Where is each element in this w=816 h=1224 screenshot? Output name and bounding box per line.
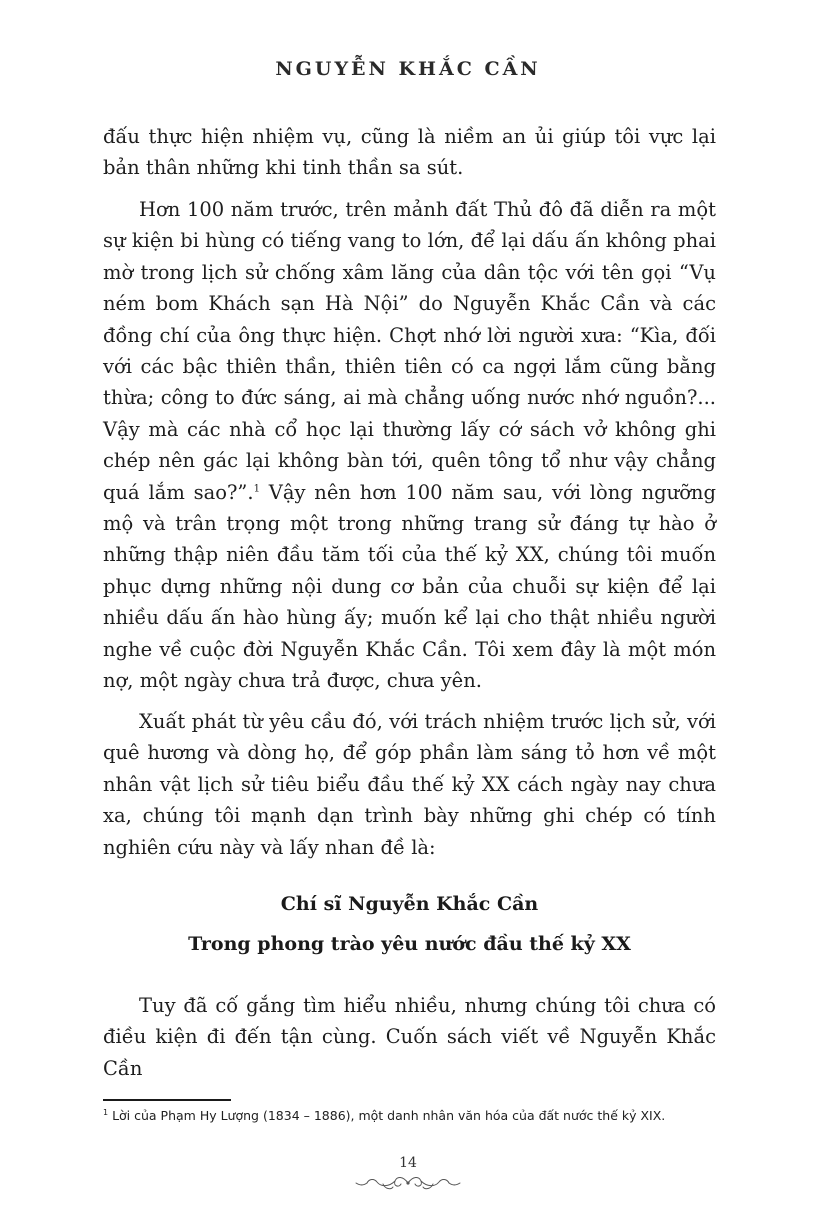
paragraph-2-quote: Hơn 100 năm trước, trên mảnh đất Thủ đô đã diễn ra một sự kiện bi hùng có tiếng vang to lớn, để lại dấu ấn không phai mờ trong lịch sử chống xâm lăng của dân tộc với tên gọi “Vụ ném bom Khách sạn Hà Nội” do Nguyễn Khắc Cần và các đồng chí của ông thực hiện. Chợt nhớ lời người xưa: “Kìa, đối với các bậc thiên thần, thiên tiên có ca ngợi lắm cũng bằng thừa; công to đức sáng, ai mà chẳng uống nước nhớ nguồn?... Vậy mà các nhà cổ học lại thường lấy cớ sách vở không ghi chép nên gác lại không bàn tới, quên tông tổ như vậy chẳng quá lắm sao?”. (103, 198, 716, 504)
running-header: NGUYỄN KHẮC CẦN (275, 58, 541, 80)
paragraph-2-text (103, 194, 716, 697)
paragraph-2-continuation: Vậy nên hơn 100 năm sau, với lòng ngưỡng mộ và trân trọng một trong những trang sử đáng tự hào ở những thập niên đầu tăm tối của thế kỷ XX, chúng tôi muốn phục dựng những nội dung cơ bản của chuỗi sự kiện để lại nhiều dấu ấn hào hùng ấy; muốn kể lại cho thật nhiều người nghe về cuộc đời Nguyễn Khắc Cần. Tôi xem đây là một món nợ, một ngày chưa trả được, chưa yên. (103, 480, 716, 693)
paragraph-2 (103, 194, 716, 697)
footnote (103, 1108, 723, 1123)
paragraph-4 (103, 990, 716, 1084)
paragraph-3 (103, 706, 716, 863)
footnote-divider (103, 1099, 231, 1101)
footnote-marker: 1 (103, 1108, 109, 1117)
paragraph-4-text: Tuy đã cố gắng tìm hiểu nhiều, nhưng chúng tôi chưa có điều kiện đi đến tận cùng. Cuốn sách viết về Nguyễn Khắc Cần (103, 994, 716, 1080)
footnote-reference[interactable]: 1 (253, 483, 260, 495)
book-title-line-2: Trong phong trào yêu nước đầu thế kỷ XX (188, 933, 631, 955)
decorative-flourish-icon (353, 1173, 463, 1193)
page-number: 14 (399, 1155, 417, 1171)
paragraph-3-text: Xuất phát từ yêu cầu đó, với trách nhiệm trước lịch sử, với quê hương và dòng họ, để góp phần làm sáng tỏ hơn về một nhân vật lịch sử tiêu biểu đầu thế kỷ XX cách ngày nay chưa xa, chúng tôi mạnh dạn trình bày những ghi chép có tính nghiên cứu này và lấy nhan đề là: (103, 710, 716, 859)
paragraph-1 (103, 121, 716, 184)
paragraph-1-text: đấu thực hiện nhiệm vụ, cũng là niềm an ủi giúp tôi vực lại bản thân những khi tinh thần sa sút. (103, 125, 716, 180)
footnote-text: Lời của Phạm Hy Lượng (1834 – 1886), một danh nhân văn hóa của đất nước thế kỷ XIX. (108, 1108, 666, 1124)
book-title-line-1: Chí sĩ Nguyễn Khắc Cần (280, 893, 539, 915)
